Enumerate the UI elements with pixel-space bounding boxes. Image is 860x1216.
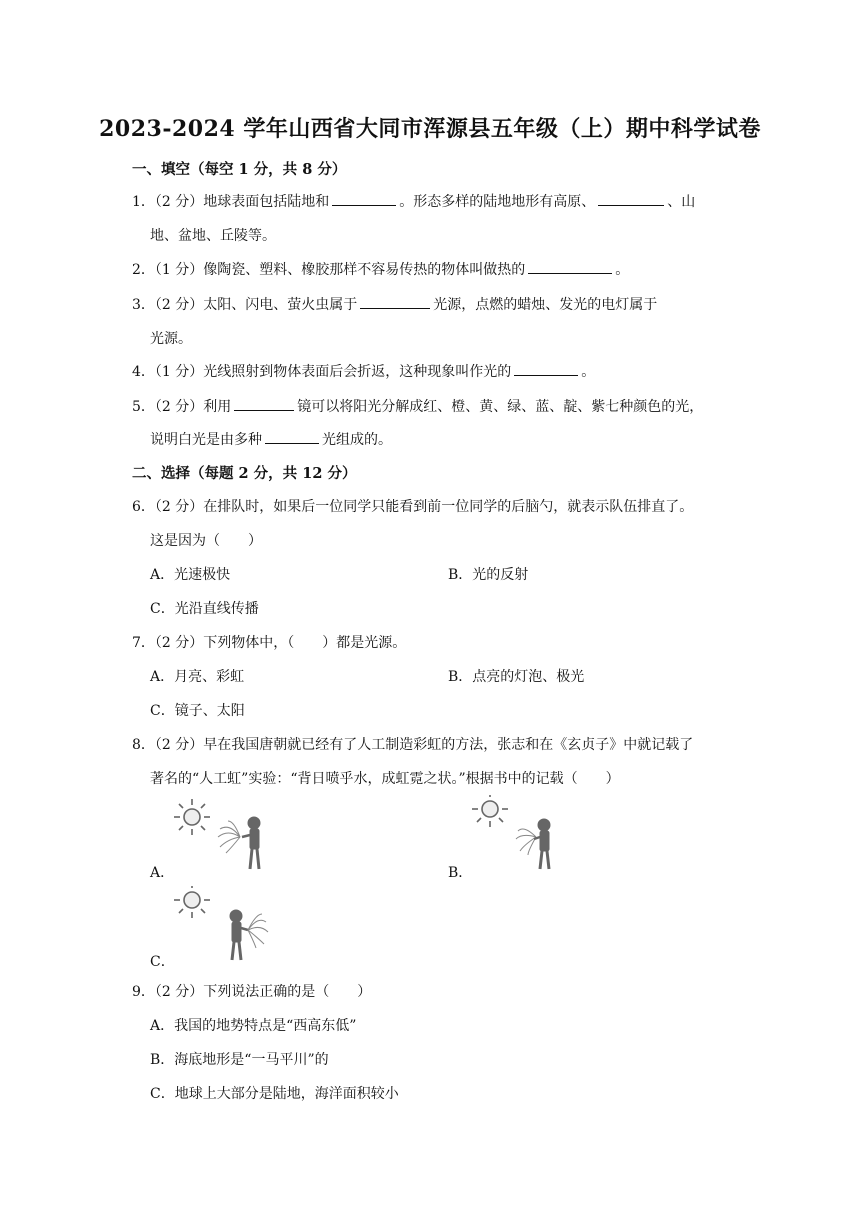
water-spray-icon bbox=[218, 821, 240, 853]
answer-blank[interactable] bbox=[514, 361, 578, 376]
question-3-line-1: 3．（2 分）太阳、闪电、萤火虫属于 光源，点燃的蜡烛、发光的电灯属于 bbox=[132, 294, 732, 314]
answer-blank[interactable] bbox=[234, 396, 294, 411]
section-multiple-choice: 二、选择（每题 2 分，共 12 分） bbox=[132, 465, 357, 482]
sun-person-illustration-b bbox=[470, 795, 570, 875]
person-icon bbox=[534, 819, 550, 869]
question-6-option-a[interactable]: A．光速极快 bbox=[150, 567, 231, 583]
answer-blank[interactable] bbox=[332, 191, 396, 206]
question-8-option-c[interactable]: C． bbox=[150, 954, 175, 970]
question-8-option-b[interactable]: B． bbox=[448, 865, 473, 881]
sun-person-illustration-a bbox=[172, 795, 272, 875]
question-6-option-c[interactable]: C．光沿直线传播 bbox=[150, 601, 259, 617]
question-8-line-2: 著名的“人工虹”实验：“背日喷乎水，成虹霓之状。”根据书中的记载（ ） bbox=[150, 771, 620, 787]
question-7-option-a[interactable]: A．月亮、彩虹 bbox=[150, 669, 245, 685]
question-1-line-2: 地、盆地、丘陵等。 bbox=[150, 228, 276, 244]
question-2: 2．（1 分）像陶瓷、塑料、橡胶那样不容易传热的物体叫做热的 。 bbox=[132, 259, 732, 279]
question-8-line-1: 8．（2 分）早在我国唐朝就已经有了人工制造彩虹的方法，张志和在《玄贞子》中就记载了 bbox=[132, 737, 694, 753]
person-icon bbox=[242, 817, 260, 869]
answer-blank[interactable] bbox=[598, 191, 664, 206]
question-4: 4．（1 分）光线照射到物体表面后会折返，这种现象叫作光的 。 bbox=[132, 361, 732, 381]
question-9-option-c[interactable]: C．地球上大部分是陆地，海洋面积较小 bbox=[150, 1086, 399, 1102]
answer-blank[interactable] bbox=[528, 259, 612, 274]
water-spray-icon bbox=[516, 829, 536, 855]
sun-person-illustration-c bbox=[172, 886, 272, 966]
question-7-option-b[interactable]: B．点亮的灯泡、极光 bbox=[448, 669, 585, 685]
page-title: 2023-2024 学年山西省大同市浑源县五年级（上）期中科学试卷 bbox=[99, 116, 761, 142]
question-1-line-1: 1．（2 分）地球表面包括陆地和 。形态多样的陆地地形有高原、 、山 bbox=[132, 191, 732, 211]
answer-blank[interactable] bbox=[265, 429, 319, 444]
question-9-option-b[interactable]: B．海底地形是“一马平川”的 bbox=[150, 1052, 329, 1068]
question-3-line-2: 光源。 bbox=[150, 331, 192, 347]
question-5-line-1: 5．（2 分）利用 镜可以将阳光分解成红、橙、黄、绿、蓝、靛、紫七种颜色的光， bbox=[132, 396, 732, 416]
question-8-option-a[interactable]: A． bbox=[150, 865, 175, 881]
question-7: 7．（2 分）下列物体中，（ ）都是光源。 bbox=[132, 635, 407, 651]
section-fill-blank: 一、填空（每空 1 分，共 8 分） bbox=[132, 161, 347, 178]
question-9: 9．（2 分）下列说法正确的是（ ） bbox=[132, 984, 372, 1000]
answer-blank[interactable] bbox=[360, 294, 430, 309]
question-9-option-a[interactable]: A．我国的地势特点是“西高东低” bbox=[150, 1018, 357, 1034]
question-7-option-c[interactable]: C．镜子、太阳 bbox=[150, 703, 245, 719]
question-6-line-1: 6．（2 分）在排队时，如果后一位同学只能看到前一位同学的后脑勺，就表示队伍排直了。 bbox=[132, 499, 694, 515]
question-5-line-2: 说明白光是由多种 光组成的。 bbox=[150, 429, 750, 449]
sun-icon bbox=[174, 886, 210, 918]
question-6-option-b[interactable]: B．光的反射 bbox=[448, 567, 529, 583]
person-icon bbox=[230, 910, 248, 960]
sun-icon bbox=[174, 799, 210, 835]
question-6-line-2: 这是因为（ ） bbox=[150, 533, 262, 549]
sun-icon bbox=[472, 795, 508, 827]
water-spray-icon bbox=[248, 914, 268, 948]
